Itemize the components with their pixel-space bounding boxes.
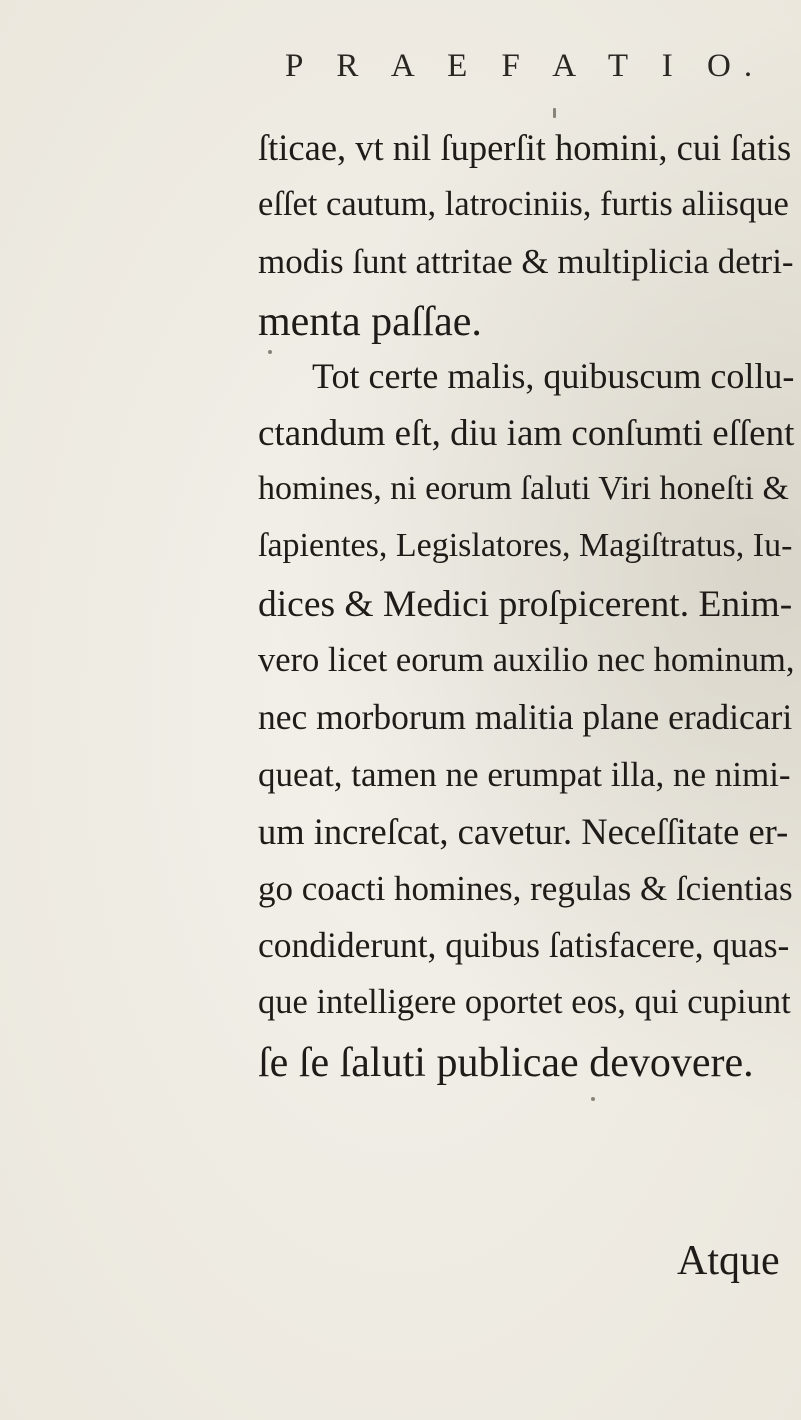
paper-speck bbox=[268, 350, 272, 354]
text-line: homines, ni eorum ſaluti Viri honeſti & bbox=[258, 470, 789, 507]
text-line: ſe ſe ſaluti publicae devovere. bbox=[258, 1040, 754, 1086]
text-line: Tot certe malis, quibuscum collu- bbox=[312, 356, 795, 396]
text-line: que intelligere oportet eos, qui cupiunt bbox=[258, 983, 791, 1021]
text-line: go coacti homines, regulas & ſcientias bbox=[258, 869, 793, 908]
text-line: menta paſſae. bbox=[258, 299, 482, 345]
text-line: ſticae, vt nil ſuperſit homini, cui ſatis bbox=[258, 127, 792, 168]
paper-speck bbox=[553, 108, 556, 118]
text-line: eſſet cautum, latrociniis, furtis aliisque bbox=[258, 185, 789, 223]
text-line: modis ſunt attritae & multiplicia detri- bbox=[258, 242, 794, 281]
text-line: queat, tamen ne erumpat illa, ne nimi- bbox=[258, 755, 791, 794]
text-line: nec morborum malitia plane eradicari bbox=[258, 697, 793, 737]
text-line: um increſcat, cavetur. Neceſſitate er- bbox=[258, 811, 789, 852]
paper-speck bbox=[591, 1097, 595, 1101]
text-line: ſapientes, Legislatores, Magiſtratus, Iu- bbox=[258, 527, 793, 564]
text-line: ctandum eſt, diu iam conſumti eſſent bbox=[258, 413, 795, 454]
text-line: dices & Medici proſpicerent. Enim- bbox=[258, 584, 793, 625]
text-line: condiderunt, quibus ſatisfacere, quas- bbox=[258, 925, 790, 965]
running-head: P R A E F A T I O. bbox=[285, 48, 766, 84]
catchword: Atque bbox=[677, 1238, 780, 1284]
text-line: vero licet eorum auxilio nec hominum, bbox=[258, 641, 795, 679]
